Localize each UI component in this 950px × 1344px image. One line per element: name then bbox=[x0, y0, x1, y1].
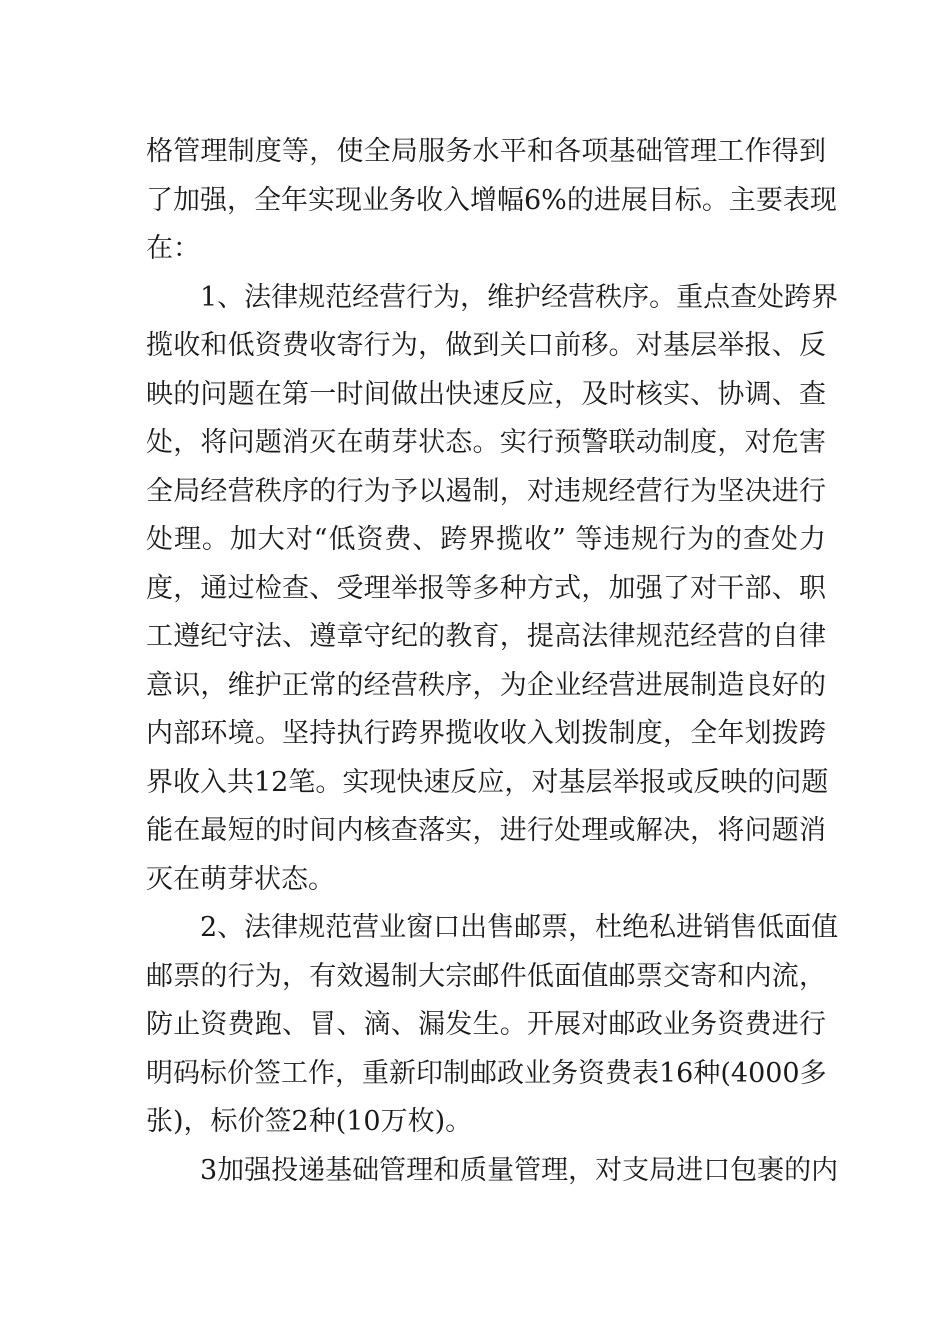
text-line: 处理。加大对“低资费、跨界揽收” 等违规行为的查处力 bbox=[146, 524, 826, 555]
paragraph-item-2 bbox=[146, 904, 839, 1147]
text-line: 防止资费跑、冒、滴、漏发生。开展对邮政业务资费进行 bbox=[146, 1009, 826, 1040]
text-line: 界收入共12笔。实现快速反应，对基层举报或反映的问题 bbox=[146, 766, 829, 798]
text-line: 意识，维护正常的经营秩序，为企业经营进展制造良好的 bbox=[146, 669, 826, 701]
paragraph-intro bbox=[146, 128, 837, 274]
text-line: 全局经营秩序的行为予以遏制，对违规经营行为坚决进行 bbox=[146, 475, 826, 507]
text-line: 3加强投递基础管理和质量管理，对支局进口包裹的内 bbox=[200, 1154, 839, 1186]
text-line: 在： bbox=[146, 233, 200, 264]
text-line: 工遵纪守法、遵章守纪的教育，提高法律规范经营的自律 bbox=[146, 621, 826, 652]
text-line: 内部环境。坚持执行跨界揽收收入划拨制度，全年划拨跨 bbox=[146, 718, 826, 749]
paragraph-item-1 bbox=[146, 274, 839, 905]
text-line: 灭在萌芽状态。 bbox=[146, 863, 335, 895]
paragraph-item-3 bbox=[146, 1147, 839, 1196]
text-line: 格管理制度等，使全局服务水平和各项基础管理工作得到 bbox=[146, 136, 826, 167]
document-body bbox=[146, 128, 839, 1195]
text-line: 揽收和低资费收寄行为，做到关口前移。对基层举报、反 bbox=[146, 330, 826, 361]
text-line: 度，通过检查、受理举报等多种方式，加强了对干部、职 bbox=[146, 572, 826, 604]
text-line: 2、法律规范营业窗口出售邮票，杜绝私进销售低面值 bbox=[200, 912, 839, 943]
text-line: 映的问题在第一时间做出快速反应，及时核实、协调、查 bbox=[146, 378, 826, 410]
text-line: 张)，标价签2种(10万枚)。 bbox=[146, 1106, 473, 1137]
text-line: 了加强，全年实现业务收入增幅6%的进展目标。主要表现 bbox=[146, 184, 837, 216]
text-line: 处，将问题消灭在萌芽状态。实行预警联动制度，对危害 bbox=[146, 427, 826, 458]
text-line: 1、法律规范经营行为，维护经营秩序。重点查处跨界 bbox=[200, 281, 839, 313]
text-line: 邮票的行为，有效遏制大宗邮件低面值邮票交寄和内流， bbox=[146, 960, 826, 992]
text-line: 明码标价签工作，重新印制邮政业务资费表16种(4000多 bbox=[146, 1057, 827, 1089]
text-line: 能在最短的时间内核查落实，进行处理或解决，将问题消 bbox=[146, 815, 826, 846]
